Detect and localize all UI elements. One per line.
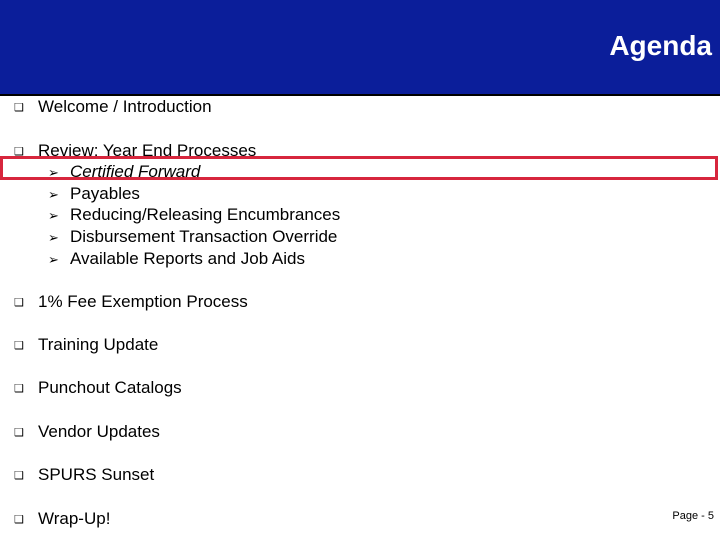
checkbox-bullet-icon: ❑ [14, 102, 24, 114]
checkbox-bullet-icon: ❑ [14, 297, 24, 309]
checkbox-bullet-icon: ❑ [14, 383, 24, 395]
checkbox-bullet-icon: ❑ [14, 340, 24, 352]
sub-item-label: Payables [70, 184, 140, 203]
agenda-item-label: Welcome / Introduction [38, 97, 212, 116]
sub-item [48, 162, 200, 183]
checkbox-bullet-icon: ❑ [14, 470, 24, 482]
agenda-item [14, 509, 110, 530]
sub-item [48, 227, 337, 248]
agenda-item [14, 465, 154, 486]
title-bar [0, 0, 720, 94]
arrow-bullet-icon: ➢ [48, 230, 59, 245]
header-divider [0, 94, 720, 96]
arrow-bullet-icon: ➢ [48, 208, 59, 223]
sub-item [48, 249, 305, 270]
agenda-item-label: Review: Year End Processes [38, 141, 257, 160]
agenda-item-label: Vendor Updates [38, 422, 160, 441]
arrow-bullet-icon: ➢ [48, 252, 59, 267]
agenda-item-label: 1% Fee Exemption Process [38, 292, 248, 311]
agenda-item [14, 378, 182, 399]
checkbox-bullet-icon: ❑ [14, 427, 24, 439]
page-number: Page - 5 [672, 510, 714, 522]
agenda-item [14, 292, 248, 313]
agenda-item-label: SPURS Sunset [38, 465, 155, 484]
checkbox-bullet-icon: ❑ [14, 146, 24, 158]
agenda-item [14, 97, 212, 118]
sub-item [48, 184, 140, 205]
slide-title: Agenda [609, 30, 712, 61]
sub-item-label: Certified Forward [70, 162, 201, 181]
agenda-item-label: Punchout Catalogs [38, 378, 182, 397]
arrow-bullet-icon: ➢ [48, 165, 59, 180]
sub-item-label: Reducing/Releasing Encumbrances [70, 205, 341, 224]
agenda-item-label: Wrap-Up! [38, 509, 111, 528]
agenda-item-label: Training Update [38, 335, 159, 354]
sub-item-label: Disbursement Transaction Override [70, 227, 338, 246]
sub-item [48, 205, 340, 226]
checkbox-bullet-icon: ❑ [14, 514, 24, 526]
sub-item-label: Available Reports and Job Aids [70, 249, 306, 268]
arrow-bullet-icon: ➢ [48, 187, 59, 202]
agenda-item [14, 422, 160, 443]
agenda-item [14, 335, 158, 356]
